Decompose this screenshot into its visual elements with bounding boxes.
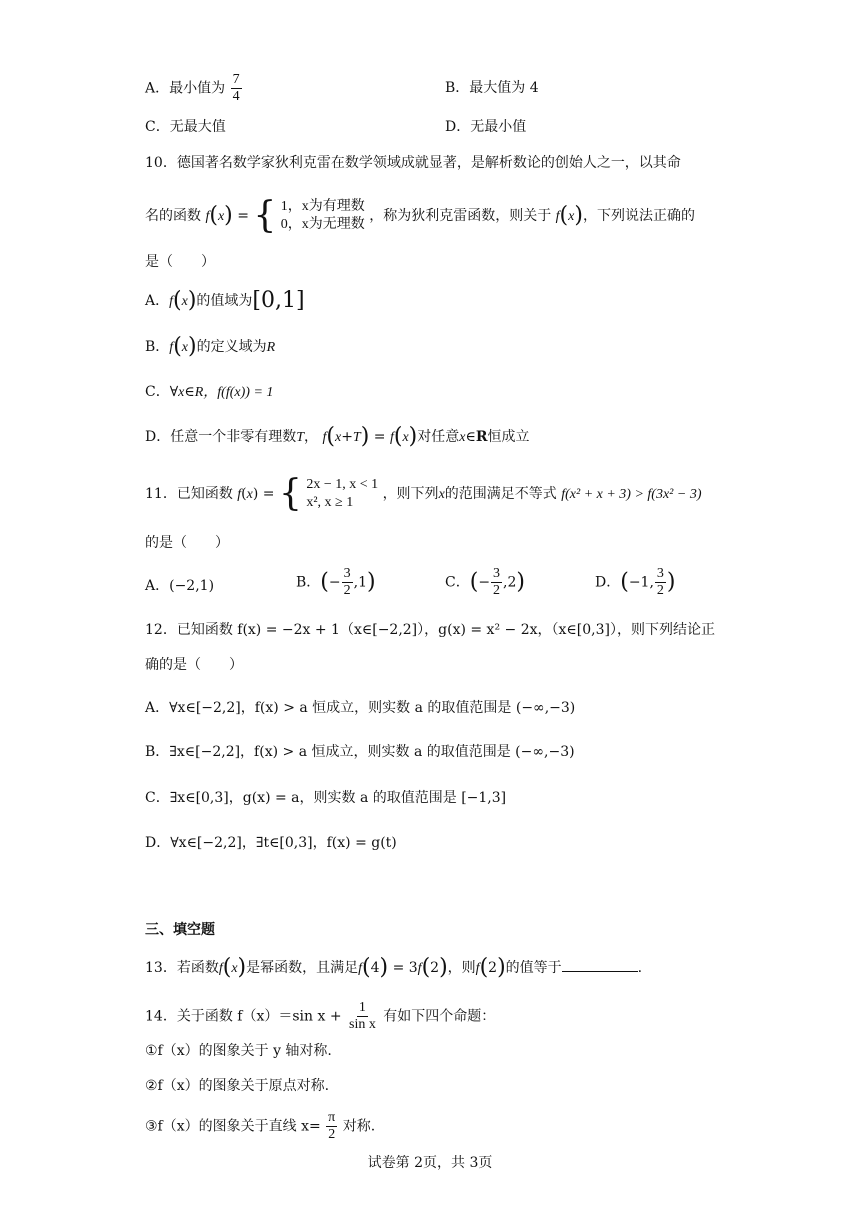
q12-stem-line2: 确的是（ ）: [145, 657, 243, 673]
q10-piecewise: 1，x为有理数 0，x为无理数: [280, 199, 365, 232]
q9-option-a: A．最小值为 $\frac{7}{4}$: [145, 72, 240, 104]
q9-a-fraction: $\frac{7}{4}$: [232, 72, 240, 104]
q12-option-b: B．∃x∈[−2,2]，f(x) > a 恒成立，则实数 a 的取值范围是 (−∞,−3): [145, 744, 575, 760]
q14-item3-fraction: $\frac{\pi}{2}$: [328, 1110, 336, 1142]
q11-option-a: A．(−2,1): [145, 578, 215, 594]
q9-option-c: C．无最大值: [145, 119, 226, 135]
q14-item1: ①f（x）的图象关于 y 轴对称.: [145, 1043, 332, 1059]
q11-option-b: B．(− $\frac{3}{2}$ ,1): [296, 566, 376, 598]
q14-item3: ③f（x）的图象关于直线 x= $\frac{\pi}{2}$ 对称.: [145, 1110, 376, 1142]
q10-option-d: D．任意一个非零有理数T， f(x+T) = f(x)对任意x∈R恒成立: [145, 424, 530, 449]
q11-piecewise: 2x − 1, x < 1 x², x ≥ 1: [306, 477, 379, 510]
q11-stem-line2: 的是（ ）: [145, 535, 229, 551]
q14-item2: ②f（x）的图象关于原点对称.: [145, 1078, 330, 1094]
q11-stem-line1: 11．已知函数 f(x) = { 2x − 1, x < 1 x², x ≥ 1 ，则下列x的范围满足不等式 f(x² + x + 3) > f(3x² − 3): [145, 473, 702, 514]
q10-stem-line1: 10．德国著名数学家狄利克雷在数学领域成就显著，是解析数论的创始人之一，以其命: [145, 155, 681, 171]
q13-answer-blank[interactable]: [562, 957, 638, 972]
q9-option-b: B．最大值为 4: [445, 80, 539, 96]
q10-stem-line3: 是（ ）: [145, 254, 215, 270]
q13: 13．若函数f(x)是幂函数，且满足f(4) = 3f(2)，则f(2)的值等于 .: [145, 955, 643, 980]
q10-stem-line2: 名的函数 f(x) = { 1，x为有理数 0，x为无理数 ，称为狄利克雷函数，则关于 f(x)，下列说法正确的: [145, 195, 695, 236]
q12-stem-line1: 12．已知函数 f(x) = −2x + 1（x∈[−2,2]），g(x) = x² − 2x，（x∈[0,3]），则下列结论正: [145, 622, 715, 638]
q12-option-d: D．∀x∈[−2,2]，∃t∈[0,3]，f(x) = g(t): [145, 835, 397, 851]
q11-inequality: f(x² + x + 3) > f(3x² − 3): [561, 487, 702, 502]
q14-fraction: $\frac{1}{\text{sin x}}$: [349, 1000, 376, 1032]
q10-option-a: A．f(x)的值域为[0,1]: [145, 288, 305, 313]
q11-option-d: D．(−1, $\frac{3}{2}$ ): [595, 566, 676, 598]
q10-option-c: C．∀x∈R，f(f(x)) = 1: [145, 384, 274, 400]
page-footer: 试卷第 2页，共 3页: [367, 1155, 493, 1171]
q11-brace: {: [278, 473, 302, 514]
q11-option-c: C．(− $\frac{3}{2}$ ,2): [445, 566, 525, 598]
q10-brace: {: [253, 195, 277, 236]
q12-option-c: C．∃x∈[0,3]，g(x) = a，则实数 a 的取值范围是 [−1,3]: [145, 790, 507, 806]
q10-option-b: B．f(x)的定义域为R: [145, 334, 276, 359]
section-heading: 三、填空题: [145, 922, 215, 938]
q9-option-d: D．无最小值: [445, 119, 527, 135]
q14-stem: 14．关于函数 f（x）＝sin x + $\frac{1}{\text{sin x}}$ 有如下四个命题：: [145, 1000, 496, 1032]
q12-option-a: A．∀x∈[−2,2]，f(x) > a 恒成立，则实数 a 的取值范围是 (−∞,−3): [145, 700, 576, 716]
